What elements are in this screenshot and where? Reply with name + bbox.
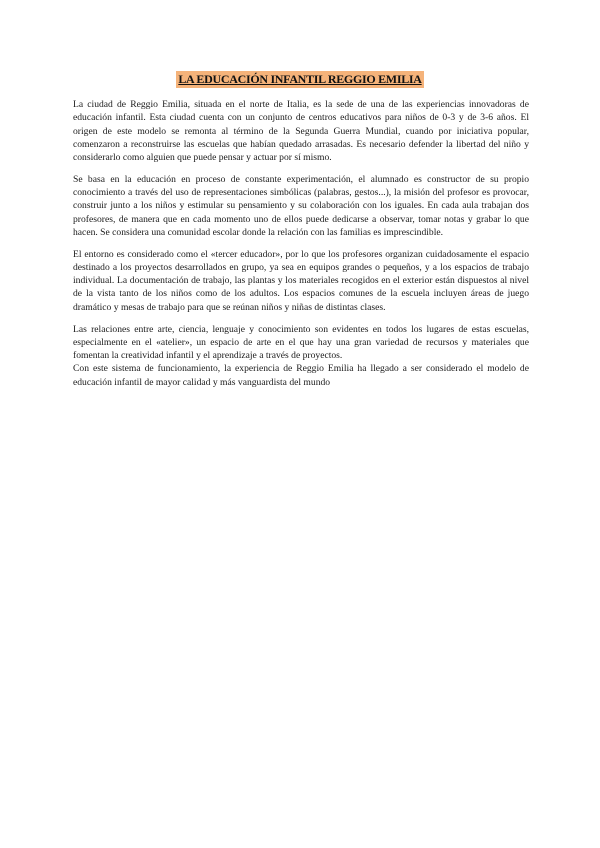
document-title: LA EDUCACIÓN INFANTIL REGGIO EMILIA xyxy=(178,72,422,86)
paragraph-atelier: Las relaciones entre arte, ciencia, lenguaje y conocimiento son evidentes en todos los lugares de estas escuelas, especialmente en el «atelier», un espacio de arte en el que hay una gran variedad de recursos y materiales que fomentan la creatividad infantil y el aprendizaje a través de proyectos. xyxy=(73,323,529,362)
title-container xyxy=(0,70,600,88)
paragraph-intro: La ciudad de Reggio Emilia, situada en el norte de Italia, es la sede de una de las experiencias innovadoras de educación infantil. Esta ciudad cuenta con un conjunto de centros educativos para niños de 0-3 y de 3-6 años. El origen de este modelo se remonta al término de la Segunda Guerra Mundial, cuando por iniciativa popular, comenzaron a reconstruirse las escuelas que habían quedado arrasadas. Es necesario defender la libertad del niño y considerarlo como alguien que puede pensar y actuar por sí mismo. xyxy=(73,99,529,163)
paragraph-method: Se basa en la educación en proceso de constante experimentación, el alumnado es constructor de su propio conocimiento a través del uso de representaciones simbólicas (palabras, gestos...), la misión del profesor es provocar, construir junto a los niños y estimular su pensamiento y su colaboración con los iguales. En cada aula trabajan dos profesores, de manera que en cada momento uno de ellos puede dedicarse a observar, tomar notas y grabar lo que hacen. Se considera una comunidad escolar donde la relación con las familias es imprescindible. xyxy=(73,173,529,238)
paragraph-environment: El entorno es considerado como el «tercer educador», por lo que los profesores organizan cuidadosamente el espacio destinado a los proyectos desarrollados en grupo, ya sea en equipos grandes o pequeños, y a los espacios de trabajo individual. La documentación de trabajo, las plantas y los materiales recogidos en el exterior están dispuestos al nivel de la vista tanto de los niños como de los adultos. Los espacios comunes de la escuela incluyen áreas de juego dramático y mesas de trabajo para que se reúnan niños y niñas de distintas clases. xyxy=(73,248,529,313)
paragraph-conclusion: Con este sistema de funcionamiento, la experiencia de Reggio Emilia ha llegado a ser considerado el modelo de educación infantil de mayor calidad y más vanguardista del mundo xyxy=(73,363,529,388)
document-body xyxy=(73,98,529,397)
